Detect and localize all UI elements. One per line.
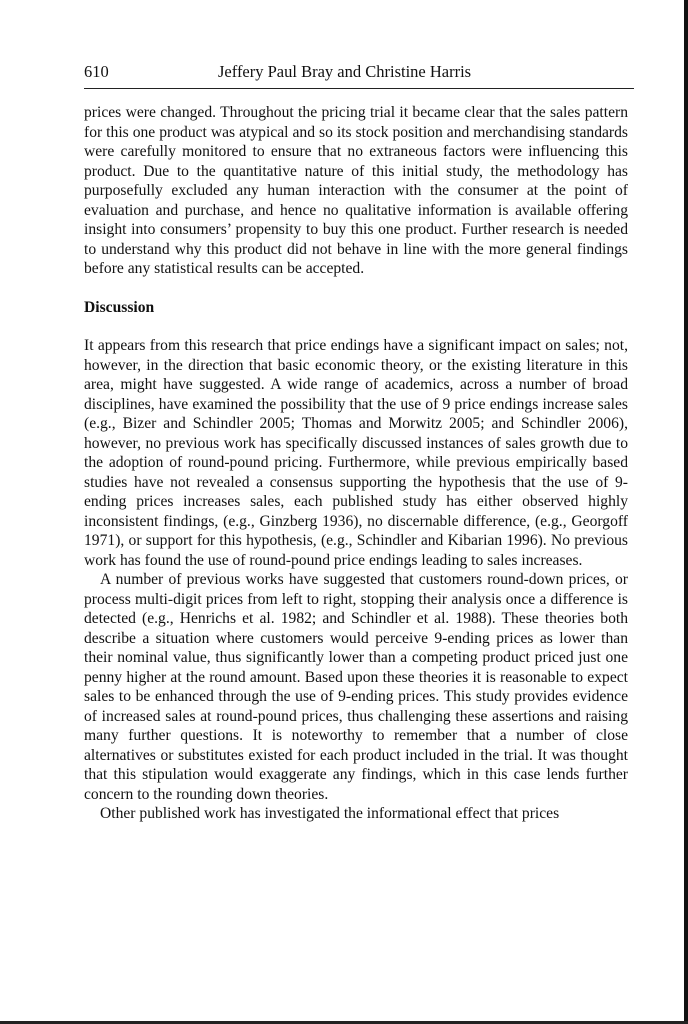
scan-edge-right bbox=[684, 0, 688, 1024]
section-heading: Discussion bbox=[84, 298, 155, 316]
paragraph-continued: prices were changed. Throughout the pricing trial it became clear that the sales pattern for this one product was atypical and so its stock position and merchandising standards were carefully monitored to ensure that no extraneous factors were influencing this product. Due to the quantitative nature of this initial study, the methodology has purposefully excluded any human interaction with the consumer at the point of evaluation and purchase, and hence no qualitative information is available offering insight into consumers’ propensity to buy this one product. Further research is needed to understand why this product did not behave in line with the more general findings before any statistical results can be accepted. bbox=[84, 104, 628, 277]
paragraph: A number of previous works have suggested that customers round-down prices, or process multi-digit prices from left to right, stopping their analysis once a difference is detected (e.g., Henrichs et al. 1982; and Schindler et al. 1988). These theories both describe a situation where customers would perceive 9-ending prices as lower than their nominal value, thus significantly lower than a competing product priced just one penny higher at the round amount. Based upon these theories it is reasonable to expect sales to be enhanced through the use of 9-ending prices. This study provides evidence of increased sales at round-pound prices, thus challenging these assertions and raising many further questions. It is noteworthy to remember that a number of close alternatives or substitutes existed for each product included in the trial. It was thought that this stipulation would exaggerate any findings, which in this case lends further concern to the rounding down theories. bbox=[84, 571, 628, 803]
body-text bbox=[84, 103, 628, 824]
paragraph: It appears from this research that price endings have a significant impact on sales; not, however, in the direction that basic economic theory, or the existing literature in this area, might have suggested. A wide range of academics, across a number of broad disciplines, have examined the possibility that the use of 9 price endings increase sales (e.g., Bizer and Schindler 2005; Thomas and Morwitz 2005; and Schindler 2006), however, no previous work has specifically discussed instances of sales growth due to the adoption of round-pound pricing. Furthermore, while previous empirically based studies have not revealed a consensus supporting the hypothesis that the use of 9-ending prices increases sales, each published study has either observed highly inconsistent findings, (e.g., Ginzberg 1936), no discernable difference, (e.g., Georgoff 1971), or support for this hypothesis, (e.g., Schindler and Kibarian 1996). No previous work has found the use of round-pound price endings leading to sales increases. bbox=[84, 337, 628, 569]
page-number: 610 bbox=[84, 62, 109, 81]
header-rule bbox=[84, 88, 634, 89]
running-head: Jeffery Paul Bray and Christine Harris bbox=[218, 62, 472, 81]
paragraph: Other published work has investigated the informational effect that prices bbox=[100, 805, 560, 822]
page-header bbox=[84, 62, 634, 86]
